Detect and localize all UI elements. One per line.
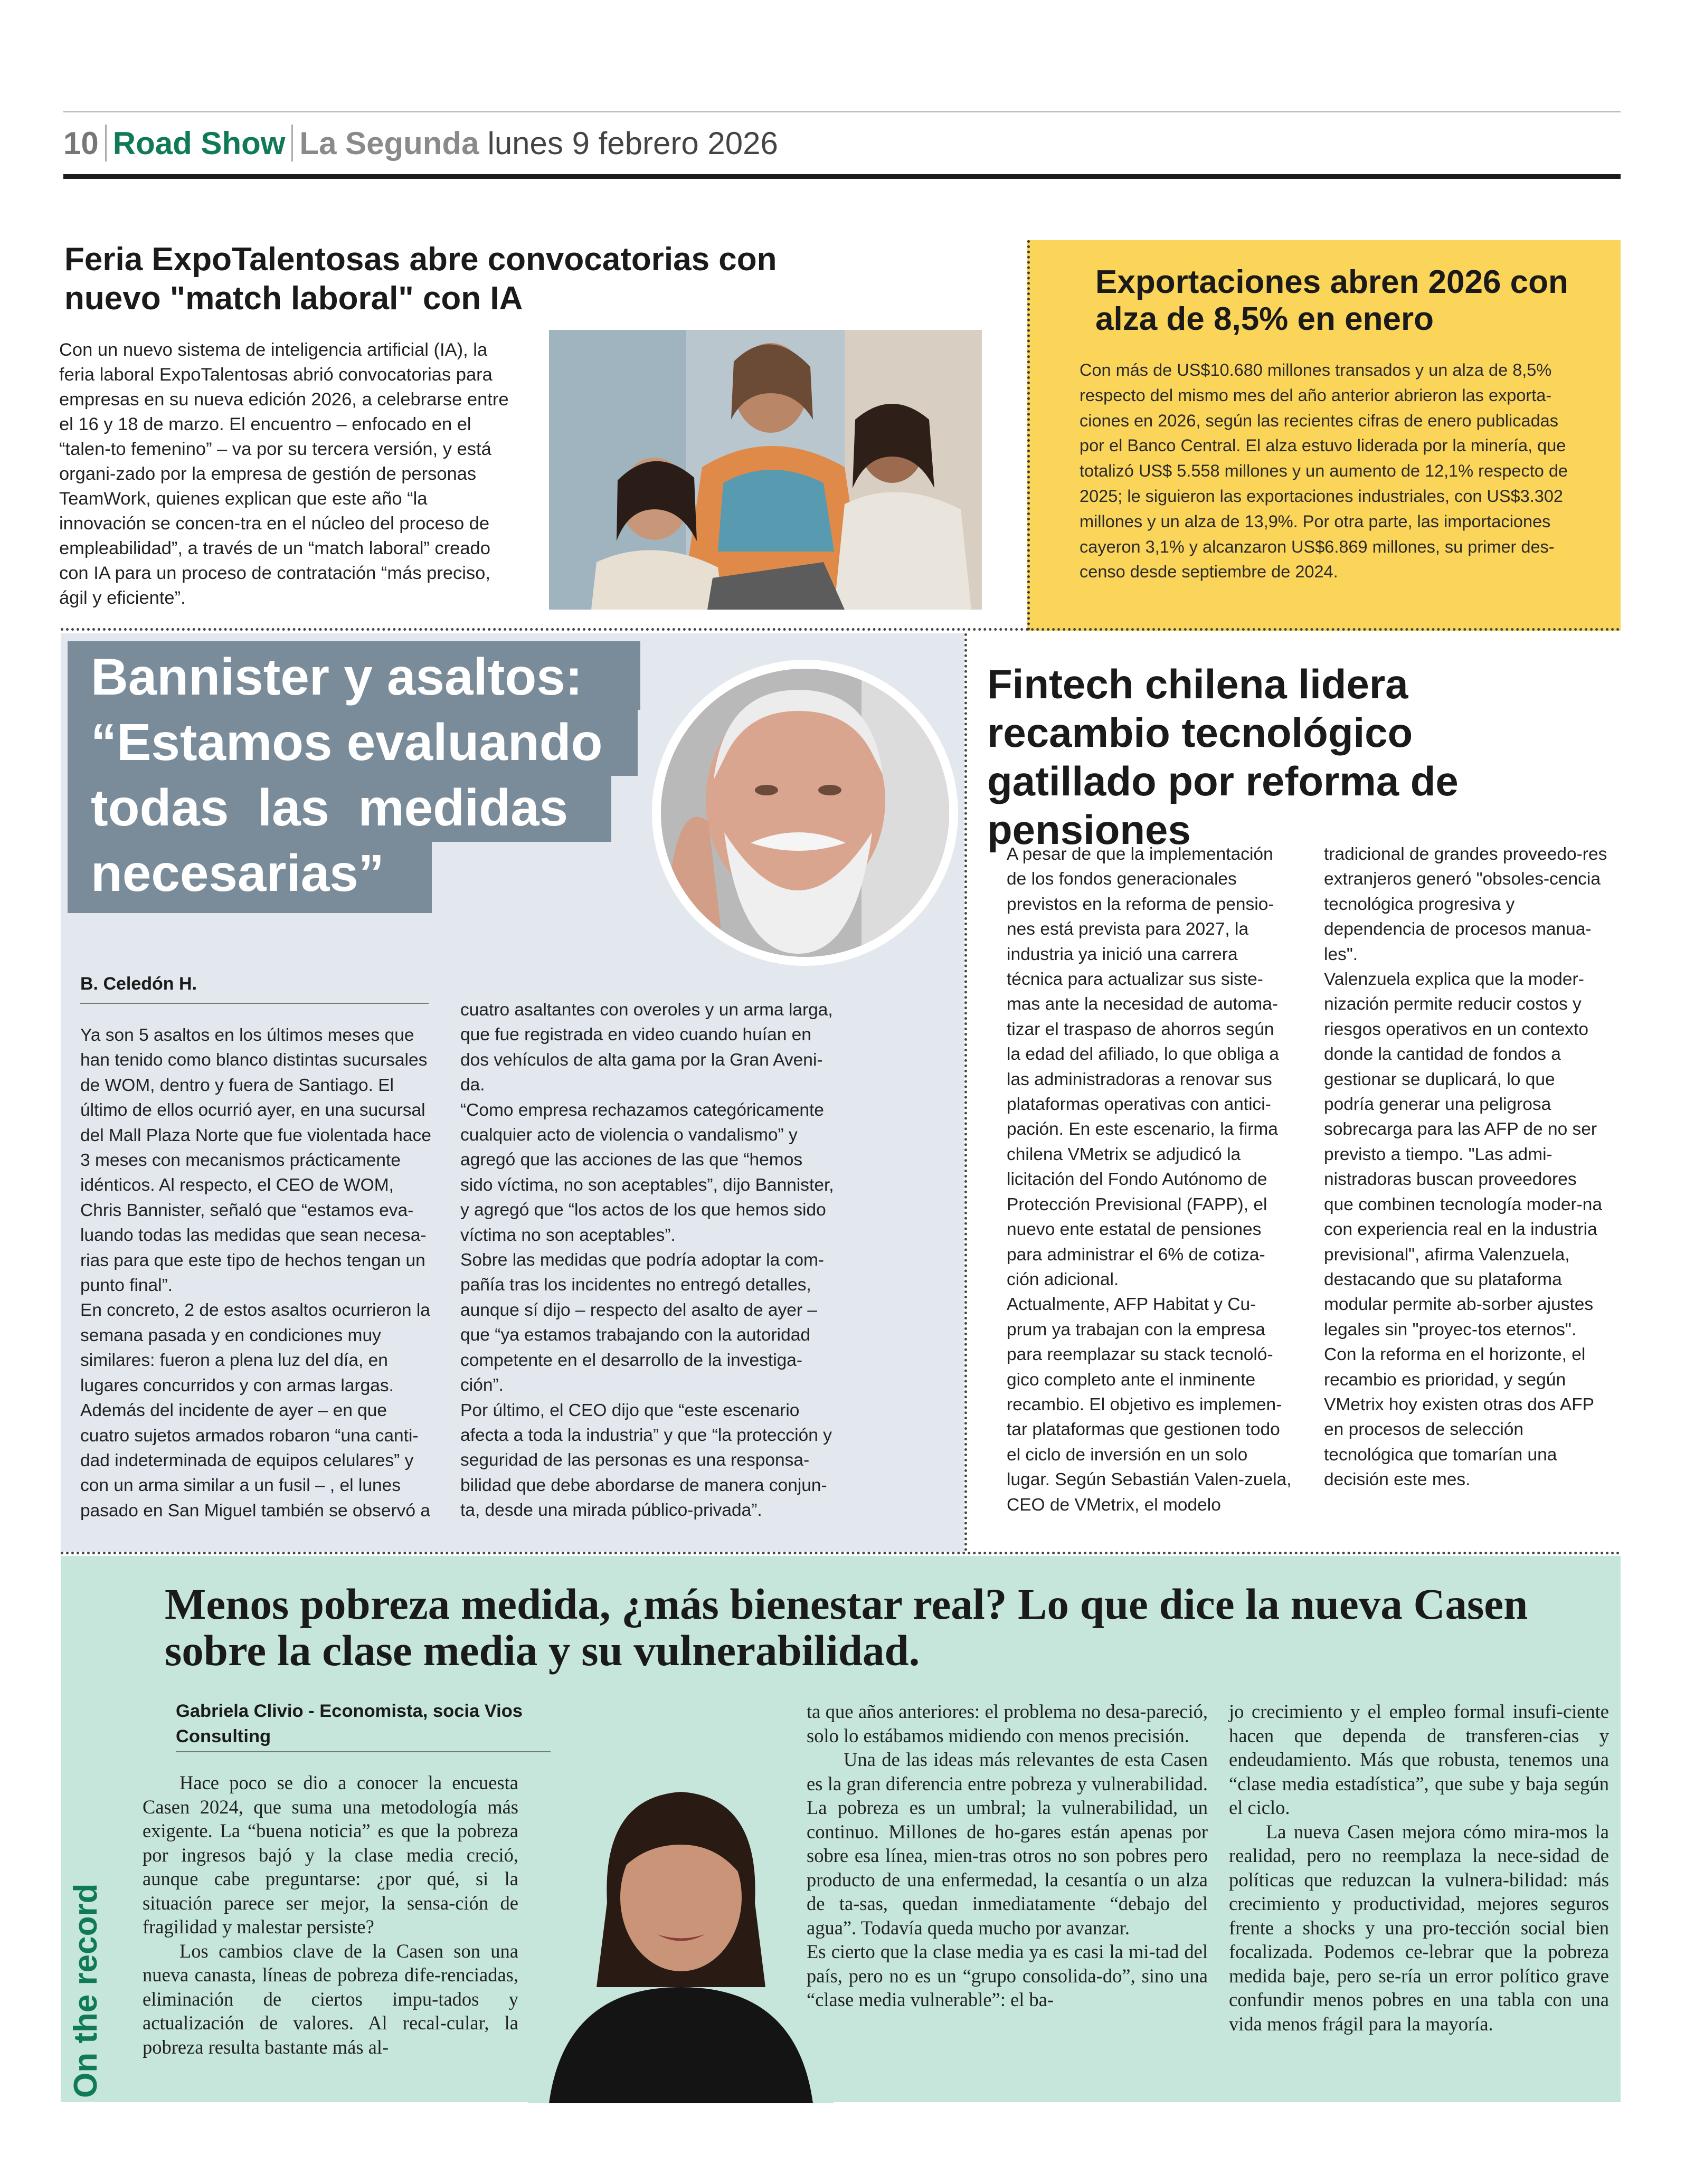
paragraph: ta que años anteriores: el problema no desa-pareció, solo lo estábamos midiendo con menos precisión. <box>807 1701 1208 1746</box>
paragraph: Es cierto que la clase media ya es casi la mi-tad del país, pero no es un “grupo consolida-do”, sino una “clase media vulnerable”: el ba- <box>807 1941 1208 2010</box>
headline-line: necesarias” <box>91 844 384 902</box>
headline-line: Bannister y asaltos: <box>91 648 583 706</box>
paragraph: Valenzuela explica que la moder-nización permite reducir costos y riesgos operativos en un contexto donde la cantidad de fondos a gestionar se duplicará, lo que podría generar una peligrosa sobrecarga para las AFP de no ser previsto a tiempo. "Las admi-nistradoras buscan proveedores que combinen tecnología moder-na con experiencia real en la industria previsional", afirma Valenzuela, destacando que su plataforma modular permite ab-sorber ajustes legales sin "proyec-tos eternos". <box>1324 970 1603 1340</box>
exportaciones-title: Exportaciones abren 2026 con alza de 8,5% en enero <box>1095 264 1568 337</box>
header-divider <box>291 125 293 162</box>
women-at-laptop-photo <box>549 330 982 610</box>
paragraph: Sobre las medidas que podría adoptar la com-pañía tras los incidentes no entregó detalles, aunque sí dijo – respecto del asalto de ayer – que “ya estamos trabajando con la autoridad competente en el desarrollo de la investiga-ción”. <box>460 1250 825 1395</box>
dotted-separator <box>61 628 1621 631</box>
author-portrait <box>528 1765 834 2103</box>
expotalentosas-photo <box>549 330 982 610</box>
casen-column-3 <box>1229 1699 1609 2036</box>
fintech-column-1 <box>1007 842 1292 1517</box>
casen-title: Menos pobreza medida, ¿más bienestar real? Lo que dice la nueva Casen sobre la clase media y su vulnerabilidad. <box>165 1580 1528 1675</box>
bannister-column-1 <box>80 1023 431 1523</box>
section-name: Road Show <box>112 125 286 161</box>
paragraph: Ya son 5 asaltos en los últimos meses que han tenido como blanco distintas sucursales de WOM, dentro y fuera de Santiago. El último de ellos ocurrió ayer, en una sucursal del Mall Plaza Norte que fue violentada hace 3 meses con mecanismos prácticamente idénticos. Al respecto, el CEO de WOM, Chris Bannister, señaló que “estamos eva-luando todas las medidas que sean necesa-rias para que este tipo de hechos tengan un punto final”. <box>80 1025 431 1296</box>
headline-line: “Estamos evaluando <box>91 713 603 771</box>
on-the-record-label: On the record <box>68 1883 104 2098</box>
byline-rule <box>176 1751 551 1752</box>
bannister-byline: B. Celedón H. <box>80 974 197 994</box>
expotalentosas-title: Feria ExpoTalentosas abre convocatorias con nuevo "match laboral" con IA <box>64 241 777 317</box>
paragraph: cuatro asaltantes con overoles y un arma larga, que fue registrada en video cuando huían en dos vehículos de alta gama por la Gran Aveni-da. <box>460 1000 833 1095</box>
headline-line: todas las medidas <box>91 778 569 837</box>
byline-rule <box>80 1003 429 1004</box>
paragraph: Hace poco se dio a conocer la encuesta Casen 2024, que suma una metodología más exigente. La “buena noticia” es que la pobreza por ingresos bajó y la clase media creció, aunque cabe preguntarse: ¿por qué, si la situación parece ser mejor, la sensa-ción de fragilidad y malestar persiste? <box>143 1772 518 1938</box>
paragraph: La nueva Casen mejora cómo mira-mos la realidad, pero no reemplaza la nece-sidad de políticas que reduzcan la vulnera-bilidad: más crecimiento y productividad, mejores seguros frente a shocks y una pro-tección social bien focalizada. Podemos ce-lebrar que la pobreza medida baje, pero se-ría un error político grave confundir menos pobres en una tabla con una vida menos frágil para la mayoría. <box>1229 1820 1609 2035</box>
issue-date: lunes 9 febrero 2026 <box>487 125 778 161</box>
paragraph: jo crecimiento y el empleo formal insufi-ciente hacen que dependa de transferen-cias y endeudamiento. Más que robusta, tenemos una “clase media estadística”, que sube y baja según el ciclo. <box>1229 1701 1609 1818</box>
header-top-rule <box>63 111 1621 112</box>
bannister-headline <box>91 644 671 906</box>
header-divider <box>105 125 107 162</box>
paragraph: Con la reforma en el horizonte, el recambio es prioridad, y según VMetrix hoy existen otras dos AFP en procesos de selección tecnológica que tomarían una decisión este mes. <box>1324 1345 1594 1490</box>
header-bottom-rule <box>63 174 1621 179</box>
paragraph: Por último, el CEO dijo que “este escenario afecta a toda la industria” y que “la protección y seguridad de las personas es una responsa-bilidad que debe abordarse de manera conjun-ta, desde una mirada público-privada”. <box>460 1400 832 1521</box>
paragraph: Una de las ideas más relevantes de esta Casen es la gran diferencia entre pobreza y vulnerabilidad. La pobreza es un umbral; la vulnerabilidad, un continuo. Millones de ho-gares están apenas por sobre esa línea, mien-tras otros no son pobres pero producto de una enfermedad, la cesantía o un alza de ta-sas, quedan inmediatamente “debajo del agua”. Todavía queda mucho por avanzar. <box>807 1749 1208 1939</box>
smiling-bearded-man-photo <box>661 669 949 957</box>
exportaciones-body: Con más de US$10.680 millones transados y un alza de 8,5% respecto del mismo mes del año anterior abrieron las exporta-ciones en 2026, según las recientes cifras de enero publicadas por el Banco Central. El alza estuvo liderada por la minería, que totalizó US$ 5.558 millones y un aumento de 12,1% respecto de 2025; le siguieron las exportaciones industriales, con US$3.302 millones y un alza de 13,9%. Por otra parte, las importaciones cayeron 3,1% y alcanzaron US$6.869 millones, su primer des-censo desde septiembre de 2024. <box>1080 360 1568 582</box>
expotalentosas-body: Con un nuevo sistema de inteligencia artificial (IA), la feria laboral ExpoTalentosas abrió convocatorias para empresas en su nueva edición 2026, a celebrarse entre el 16 y 18 de marzo. El encuentro – enfocado en el “talen-to femenino” – va por su tercera versión, y está organi-zado por la empresa de gestión de personas TeamWork, quienes explican que este año “la innovación se concen-tra en el núcleo del proceso de empleabilidad”, a través de un “match laboral” creado con IA para un proceso de contratación “más preciso, ágil y eficiente”. <box>59 340 509 608</box>
paragraph: “Como empresa rechazamos categóricamente cualquier acto de violencia o vandalismo” y agregó que las acciones de las que “hemos sido víctima, no son aceptables”, dijo Bannister, y agregó que “los actos de los que hemos sido víctima no son aceptables”. <box>460 1100 834 1245</box>
page-number: 10 <box>63 125 99 161</box>
casen-column-2 <box>807 1699 1208 2012</box>
woman-portrait-photo <box>528 1765 834 2103</box>
paragraph: tradicional de grandes proveedo-res extranjeros generó "obsoles-cencia tecnológica progresiva y dependencia de procesos manua-les". <box>1324 844 1607 964</box>
paragraph: Actualmente, AFP Habitat y Cu-prum ya trabajan con la empresa para reemplazar su stack tecnoló-gico completo ante el inminente recambio. El objetivo es implemen-tar plataformas que gestionen todo el ciclo de inversión en un solo lugar. Según Sebastián Valen-zuela, CEO de VMetrix, el modelo <box>1007 1295 1292 1515</box>
fintech-title: Fintech chilena lidera recambio tecnológico gatillado por reforma de pensiones <box>987 661 1459 853</box>
paragraph: En concreto, 2 de estos asaltos ocurrieron la semana pasada y en condiciones muy similares: fueron a plena luz del día, en lugares concurridos y con armas largas. Además del incidente de ayer – en que cuatro sujetos armados robaron “una canti-dad indeterminada de equipos celulares” y con un arma similar a un fusil – , el lunes pasado en San Miguel también se observó a <box>80 1300 430 1521</box>
publication-name: La Segunda <box>299 125 479 161</box>
paragraph: A pesar de que la implementación de los fondos generacionales previstos en la reforma de pensio-nes está prevista para 2027, la industria ya inició una carrera técnica para actualizar sus siste-mas ante la necesidad de automa-tizar el traspaso de ahorros según la edad del afiliado, lo que obliga a las administradoras a renovar sus plataformas operativas con antici-pación. En este escenario, la firma chilena VMetrix se adjudicó la licitación del Fondo Autónomo de Protección Previsional (FAPP), el nuevo ente estatal de pensiones para administrar el 6% de cotiza-ción adicional. <box>1007 844 1279 1289</box>
dotted-separator <box>61 1552 1621 1554</box>
paragraph: Los cambios clave de la Casen son una nueva canasta, líneas de pobreza dife-renciadas, eliminación de ciertos impu-tados y actualización de valores. Al recal-cular, la pobreza resulta bastante más al- <box>143 1940 518 2058</box>
casen-byline: Gabriela Clivio - Economista, socia Vios Consulting <box>176 1701 523 1746</box>
bannister-column-2 <box>460 998 835 1523</box>
dotted-vertical-separator <box>964 633 967 1552</box>
page-header <box>63 115 778 171</box>
casen-column-1 <box>143 1771 518 2059</box>
bannister-portrait <box>661 669 949 957</box>
fintech-column-2 <box>1324 842 1609 1493</box>
